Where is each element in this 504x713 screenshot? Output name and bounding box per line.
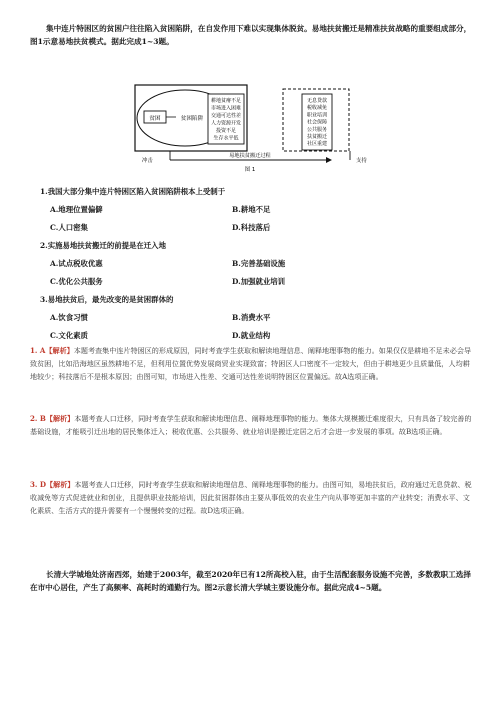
question-3-option-d: D.就业结构 — [232, 331, 271, 340]
question-1-stem: 1.我国大部分集中连片特困区陷入贫困陷阱根本上受制于 — [40, 187, 226, 196]
question-2-option-c: C.优化公共服务 — [50, 277, 103, 286]
answer-3 — [30, 478, 476, 517]
question-1-option-b: B.耕地不足 — [232, 205, 271, 214]
answer-2 — [30, 412, 476, 438]
intro-paragraph: 集中连片特困区的贫困户往往陷入贫困陷阱，在自发作用下难以实现集体脱贫。易地扶贫搬迁是精准扶贫战略的重要组成部分，图1示意易地扶贫模式。据此完成1~3题。 — [30, 24, 472, 46]
answer-2-tag: 【解析】 — [45, 414, 75, 423]
figure-box-poverty: 贫困 — [149, 116, 161, 122]
question-1-option-c: C.人口密集 — [50, 223, 88, 232]
question-3-option-c: C.文化素质 — [50, 331, 88, 340]
figure-label-shock: 冲击 — [142, 158, 153, 164]
question-3-option-b: B.消费水平 — [232, 313, 271, 322]
question-1-option-a: A.地理位置偏僻 — [50, 205, 103, 214]
answer-3-text: 本题考查人口迁移，同时考查学生获取和解读地理信息、阐释地理事物的能力。由图可知，易地扶贫后，政府通过无息贷款、税收减免等方式促进就业和创业，且提供职业技能培训，因此贫困群体由主要从事低效的农业生产向从事等更加丰富的产业转变；消费水平、文化素质、生活方式的提升需要有一个慢慢转变的过程。故D选项正确。 — [30, 480, 472, 515]
question-3-stem: 3.易地扶贫后，最先改变的是贫困群体的 — [40, 295, 174, 304]
figure-box-trap: 贫困陷阱 — [180, 116, 204, 122]
answer-3-number: 3. D — [30, 480, 47, 489]
question-2-option-a: A.试点税收优惠 — [50, 259, 103, 268]
policy-list — [307, 97, 327, 147]
trap-detail-line-5: 投资不足 — [215, 128, 237, 134]
answer-1-text: 本题考查集中连片特困区的形成原因，同时考查学生获取和解读地理信息、阐释地理事物的能力。如果仅仅是耕地不足未必会导致贫困，比如沿海地区虽然耕地不足，但利用位置优势发展商贸业实现致富；特困区人口密度不一定较大，但由于耕地更少且质量低，人均耕地较少；科技落后不是根本原因；由图可知，市场进入性差、交通可达性差说明特困区位置偏远。故A选项正确。 — [30, 346, 472, 381]
question-2-stem: 2.实施易地扶贫搬迁的前提是在迁入地 — [40, 241, 166, 250]
trap-detail-line-3: 交通可达性差 — [210, 113, 242, 119]
policy-line-5: 公共服务 — [306, 126, 328, 133]
trap-detail-line-4: 人力资源开发 — [210, 120, 242, 127]
policy-line-3: 职业培训 — [306, 112, 328, 119]
trap-detail-line-1: 耕地贫瘠不足 — [210, 98, 242, 104]
trap-detail-line-6: 生存水平低 — [213, 135, 239, 142]
figure-label-support: 支持 — [356, 158, 367, 164]
figure-caption: 图 1 — [244, 167, 256, 172]
policy-line-2: 税收减免 — [306, 105, 328, 112]
answer-3-tag: 【解析】 — [46, 480, 75, 489]
answer-1 — [30, 344, 476, 383]
question-3-option-a: A.饮食习惯 — [50, 313, 88, 322]
figure-label-arrow: 易地扶贫搬迁过程 — [229, 153, 271, 159]
answer-1-number: 1. A — [30, 346, 46, 355]
outro-paragraph: 长清大学城地处济南西郊，始建于2003年，截至2020年已有12所高校入驻，由于生活配套服务设施不完善，多数教职工选择在市中心居住，产生了高频率、高耗时的通勤行为。图2示意长清大学城主要设施分布。据此完成4~5题。 — [30, 570, 471, 592]
policy-line-7: 社区重建 — [306, 141, 328, 148]
answer-1-tag: 【解析】 — [45, 346, 74, 355]
question-2-option-b: B.完善基础设施 — [232, 259, 286, 268]
question-2-option-d: D.加强就业培训 — [232, 277, 286, 286]
answer-2-number: 2. B — [30, 414, 46, 423]
poverty-model-figure — [130, 82, 380, 172]
answer-2-text: 本题考查人口迁移，同时考查学生获取和解读地理信息、阐释地理事物的能力。集体大规模搬迁难度很大，只有具备了较完善的基础设施，才能吸引迁出地的居民集体迁入；税收优惠、公共服务、就业培训是搬迁定居之后才会进一步发展的事项。故B选项正确。 — [30, 414, 472, 436]
policy-line-6: 扶贫搬迁 — [306, 134, 328, 140]
policy-line-1: 无息贷款 — [306, 98, 328, 104]
trap-detail-line-2: 市场进入困难 — [210, 105, 242, 112]
question-1-option-d: D.科技落后 — [232, 223, 271, 232]
policy-line-4: 社会保障 — [306, 119, 328, 126]
